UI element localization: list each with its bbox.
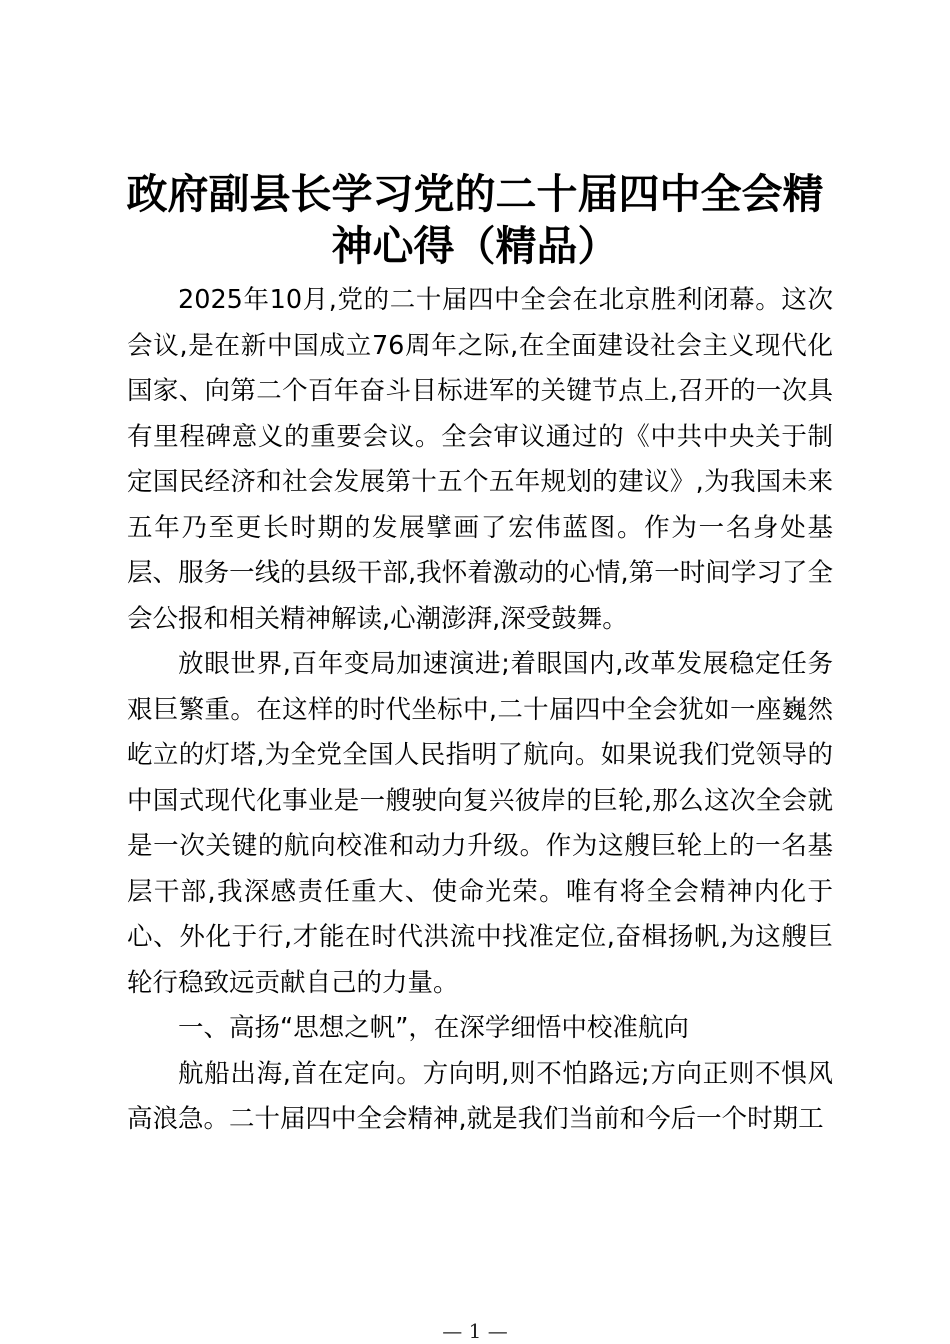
paragraph-intro: 2025年10月,党的二十届四中全会在北京胜利闭幕。这次会议,是在新中国成立76周年之际,在全面建设社会主义现代化国家、向第二个百年奋斗目标进军的关键节点上,召开的一次具有里程碑意义的重要会议。全会审议通过的《中共中央关于制定国民经济和社会发展第十五个五年规划的建议》,为我国未来五年乃至更长时期的发展擘画了宏伟蓝图。作为一名身处基层、服务一线的县级干部,我怀着激动的心情,第一时间学习了全会公报和相关精神解读,心潮澎湃,深受鼓舞。	[127, 285, 833, 634]
paragraph-context: 放眼世界,百年变局加速演进;着眼国内,改革发展稳定任务艰巨繁重。在这样的时代坐标中,二十届四中全会犹如一座巍然屹立的灯塔,为全党全国人民指明了航向。如果说我们党领导的中国式现代化事业是一艘驶向复兴彼岸的巨轮,那么这次全会就是一次关键的航向校准和动力升级。作为这艘巨轮上的一名基层干部,我深感责任重大、使命光荣。唯有将全会精神内化于心、外化于行,才能在时代洪流中找准定位,奋楫扬帆,为这艘巨轮行稳致远贡献自己的力量。	[127, 649, 833, 998]
page-number: — 1 —	[442, 1319, 508, 1343]
document-title: 政府副县长学习党的二十届四中全会精神心得（精品）	[126, 170, 824, 270]
document-body	[127, 278, 833, 1143]
paragraph-section-1: 航船出海,首在定向。方向明,则不怕路远;方向正则不惧风高浪急。二十届四中全会精神,就是我们当前和今后一个时期工	[127, 1058, 833, 1134]
section-heading-1: 一、高扬“思想之帆”，在深学细悟中校准航向	[178, 1013, 689, 1043]
